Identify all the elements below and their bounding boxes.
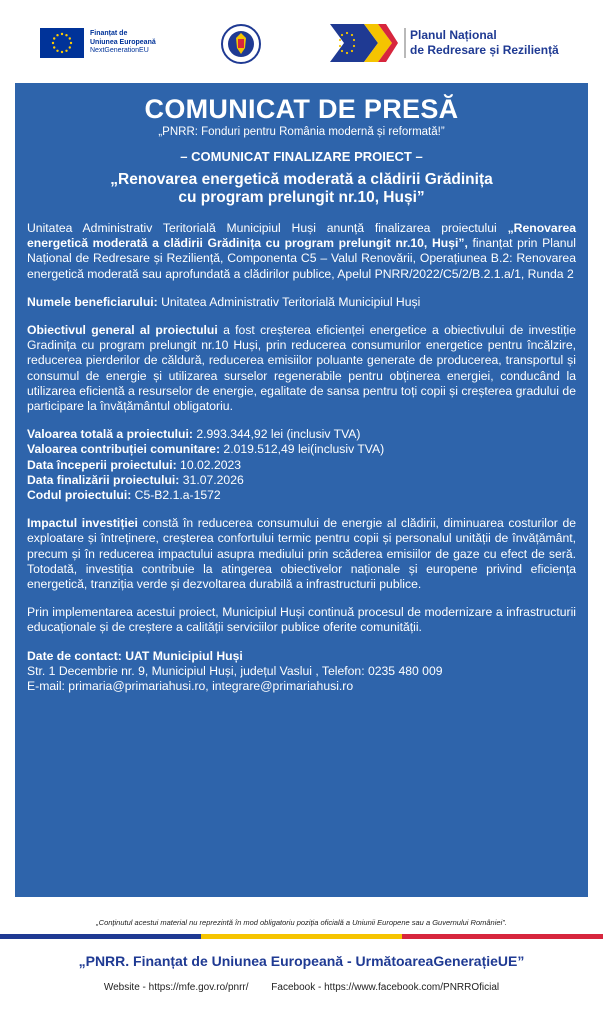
- beneficiary: Numele beneficiarului: Unitatea Administrativ Teritorială Municipiul Huși: [27, 294, 421, 309]
- header: [0, 0, 603, 85]
- romanian-government-seal-icon: [221, 24, 261, 64]
- facebook-link[interactable]: Facebook - https://www.facebook.com/PNRROficial: [271, 982, 500, 993]
- contact-block: [27, 649, 576, 695]
- contact-email[interactable]: E-mail: primaria@primariahusi.ro, integrare@primariahusi.ro: [27, 679, 354, 694]
- contact-address: Str. 1 Decembrie nr. 9, Municipiul Huși, județul Vaslui , Telefon: 0235 480 009: [27, 663, 443, 678]
- fact-start-date: Data începerii proiectului: 10.02.2023: [27, 457, 242, 472]
- tricolor-divider: [0, 934, 603, 939]
- disclaimer: „Conținutul acestui material nu reprezintă în mod obligatoriu poziția oficială a Uniunii Europene sau a Guvernului României”.: [96, 918, 507, 927]
- objective-paragraph: Obiectivul general al proiectului a fost creșterea eficienței energetice a obiectivului de investiție Gradinița cu program prelungit nr.10 Huși, prin reducerea consumurilor energetice pentru încălzire, reducerea pierderilor de căldură, reducerea emisiilor poluante generate de producerea, transportul și consumul de energie și utilizarea surselor regenerabile pentru obținerea energiei, conducând la utilizarea eficientă a resurselor de energie, egalitate de sansa pentru toți copii și creșterea gradului de participare la învățământul obligatoriu.: [27, 323, 577, 414]
- eu-funding-text: Finanțat de Uniunea Europeană NextGenerationEU: [90, 30, 156, 55]
- pnrr-logo: [330, 24, 559, 62]
- pnrr-flag-icon: [330, 24, 398, 62]
- impact-paragraph: Impactul investiției constă în reducerea consumului de energie al clădirii, diminuarea costurilor de exploatare și întreținere, creșterea confortului termic pentru copii și personalul unității de învățământ, precum și în reducerea impactului asupra mediului prin scăderea emisiilor de gaze cu efect de seră. Totodată, investiția contribuie la atingerea obiectivelor naționale și europene privind eficiența energetică, tranziția verde și dezvoltarea durabilă a infrastructurii publice.: [27, 516, 577, 592]
- fact-project-code: Codul proiectului: C5-B2.1.a-1572: [27, 488, 221, 503]
- press-release-panel: [15, 83, 588, 897]
- project-facts: [27, 427, 576, 503]
- page-title: COMUNICAT DE PRESĂ: [144, 94, 459, 124]
- fact-eu-contribution: Valoarea contribuției comunitare: 2.019.512,49 lei(inclusiv TVA): [27, 442, 385, 457]
- fact-end-date: Data finalizării proiectului: 31.07.2026: [27, 472, 244, 487]
- closing-paragraph: Prin implementarea acestui proiect, Municipiul Huși continuă procesul de modernizare a infrastructurii educaționale și de creștere a calității serviciilor publice oferite comunității.: [27, 605, 576, 635]
- subtitle: „PNRR: Fonduri pentru România modernă și reformată!”: [158, 126, 445, 138]
- intro-paragraph: Unitatea Administrativ Teritorială Municipiul Huși anunță finalizarea proiectului „Renovarea energetică moderată a clădirii Grădinița cu program prelungit nr.10, Huși”, finanțat prin Planul Național de Redresare și Reziliență, Componenta C5 – Valul Renovării, Operațiunea B.2: Renovarea energetică moderată sau aprofundată a clădirilor publice, Apelul PNRR/2022/C5/2/B.2.1.a/1, Runda 2: [27, 221, 576, 281]
- release-type: – COMUNICAT FINALIZARE PROIECT –: [180, 149, 423, 164]
- fact-total-value: Valoarea totală a proiectului: 2.993.344,92 lei (inclusiv TVA): [27, 427, 361, 442]
- press-release-body: [27, 221, 576, 694]
- website-link[interactable]: Website - https://mfe.gov.ro/pnrr/: [103, 982, 249, 993]
- eu-funding-logo: [40, 28, 156, 58]
- footer-links: [0, 982, 603, 993]
- slogan: „PNRR. Finanțat de Uniunea Europeană - UrmătoareaGenerațieUE”: [78, 953, 525, 969]
- eu-flag-icon: [40, 28, 84, 58]
- pnrr-text: Planul Național de Redresare și Reziliență: [404, 28, 559, 58]
- contact-heading: Date de contact: UAT Municipiul Huși: [27, 648, 243, 663]
- project-title: „Renovarea energetică moderată a clădirii Grădinița cu program prelungit nr.10, Huși”: [110, 171, 493, 206]
